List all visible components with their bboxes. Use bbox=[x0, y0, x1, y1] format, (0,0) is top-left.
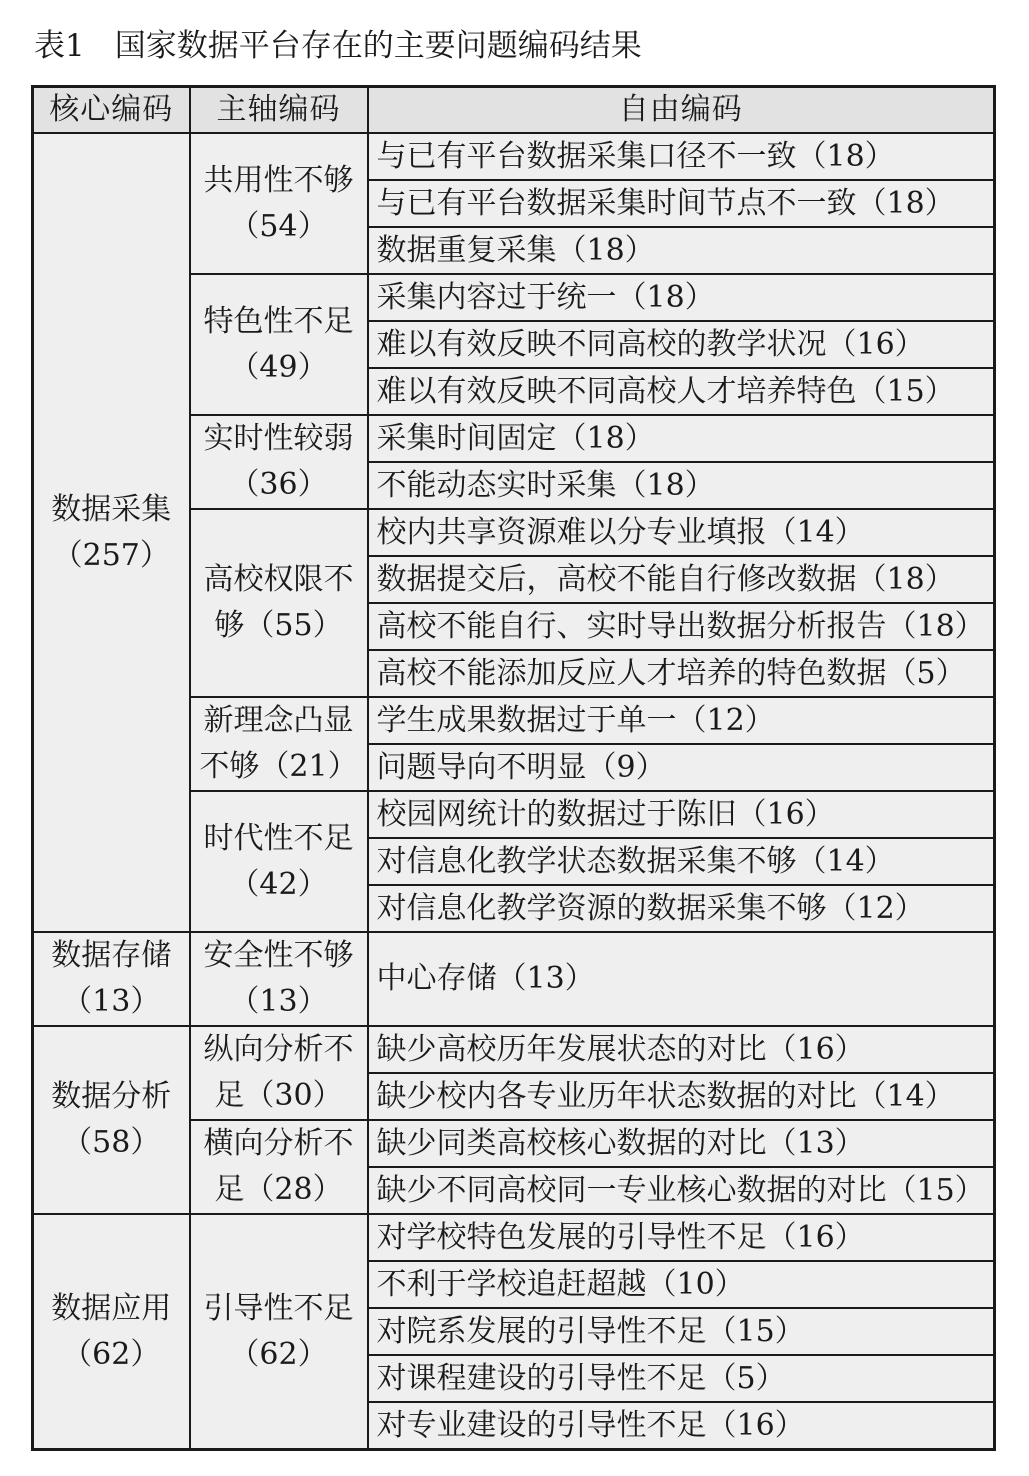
table-row bbox=[33, 1026, 995, 1073]
header-row bbox=[33, 87, 995, 134]
free-code-cell: 与已有平台数据采集口径不一致（18） bbox=[368, 133, 995, 180]
free-code-cell: 不能动态实时采集（18） bbox=[368, 462, 995, 509]
axial-code-name: 横向分析不 bbox=[203, 1126, 354, 1161]
axial-code-name: 纵向分析不 bbox=[203, 1032, 354, 1067]
core-code-cell bbox=[33, 1026, 190, 1214]
header-axial-code: 主轴编码 bbox=[190, 87, 368, 134]
axial-code-name: 实时性较弱 bbox=[203, 421, 354, 456]
table-number: 表1 bbox=[34, 28, 85, 64]
free-code-cell: 对学校特色发展的引导性不足（16） bbox=[368, 1214, 995, 1261]
free-code-cell: 高校不能添加反应人才培养的特色数据（5） bbox=[368, 650, 995, 697]
free-code-cell: 对信息化教学状态数据采集不够（14） bbox=[368, 838, 995, 885]
free-code-cell: 学生成果数据过于单一（12） bbox=[368, 697, 995, 744]
free-code-cell: 采集内容过于统一（18） bbox=[368, 274, 995, 321]
axial-code-count: （13） bbox=[229, 984, 328, 1019]
free-code-cell: 数据重复采集（18） bbox=[368, 227, 995, 274]
core-code-count: （13） bbox=[62, 984, 161, 1019]
free-code-cell: 缺少不同高校同一专业核心数据的对比（15） bbox=[368, 1167, 995, 1214]
core-code-name: 数据存储 bbox=[51, 938, 172, 973]
core-code-cell bbox=[33, 133, 190, 932]
free-code-cell: 高校不能自行、实时导出数据分析报告（18） bbox=[368, 603, 995, 650]
axial-code-count: （36） bbox=[229, 467, 328, 502]
free-code-cell: 对院系发展的引导性不足（15） bbox=[368, 1308, 995, 1355]
core-code-count: （257） bbox=[52, 537, 170, 573]
core-code-name: 数据采集 bbox=[51, 491, 172, 527]
axial-code-cell bbox=[190, 1120, 368, 1214]
free-code-cell: 问题导向不明显（9） bbox=[368, 744, 995, 791]
table-row bbox=[33, 932, 995, 1026]
axial-code-name: 新理念凸显 bbox=[203, 703, 354, 738]
table-caption bbox=[34, 26, 642, 66]
free-code-cell: 不利于学校追赶超越（10） bbox=[368, 1261, 995, 1308]
core-code-name: 数据分析 bbox=[51, 1079, 172, 1114]
free-code-cell: 与已有平台数据采集时间节点不一致（18） bbox=[368, 180, 995, 227]
axial-code-name: 共用性不够 bbox=[203, 162, 354, 198]
free-code-cell: 对课程建设的引导性不足（5） bbox=[368, 1355, 995, 1402]
free-code-cell: 难以有效反映不同高校人才培养特色（15） bbox=[368, 368, 995, 415]
axial-code-count: （54） bbox=[229, 208, 328, 244]
table-row bbox=[33, 133, 995, 180]
axial-code-count: 不够（21） bbox=[199, 749, 358, 784]
free-code-cell: 校园网统计的数据过于陈旧（16） bbox=[368, 791, 995, 838]
core-code-cell bbox=[33, 932, 190, 1026]
core-code-cell bbox=[33, 1214, 190, 1450]
free-code-cell: 缺少校内各专业历年状态数据的对比（14） bbox=[368, 1073, 995, 1120]
table-row bbox=[33, 1214, 995, 1261]
axial-code-cell bbox=[190, 415, 368, 509]
axial-code-cell bbox=[190, 1214, 368, 1450]
free-code-cell: 校内共享资源难以分专业填报（14） bbox=[368, 509, 995, 556]
core-code-name: 数据应用 bbox=[51, 1290, 172, 1326]
axial-code-cell bbox=[190, 697, 368, 791]
free-code-cell: 对专业建设的引导性不足（16） bbox=[368, 1402, 995, 1450]
axial-code-cell bbox=[190, 274, 368, 415]
free-code-cell: 对信息化教学资源的数据采集不够（12） bbox=[368, 885, 995, 932]
axial-code-cell bbox=[190, 1026, 368, 1120]
axial-code-name: 时代性不足 bbox=[203, 820, 354, 856]
axial-code-cell bbox=[190, 791, 368, 932]
coding-results-table bbox=[31, 85, 996, 1451]
axial-code-count: （42） bbox=[229, 866, 328, 902]
axial-code-count: （49） bbox=[229, 349, 328, 385]
axial-code-name: 引导性不足 bbox=[203, 1290, 354, 1326]
free-code-cell: 中心存储（13） bbox=[368, 932, 995, 1026]
free-code-cell: 数据提交后，高校不能自行修改数据（18） bbox=[368, 556, 995, 603]
axial-code-name: 安全性不够 bbox=[203, 938, 354, 973]
table-title: 国家数据平台存在的主要问题编码结果 bbox=[114, 28, 642, 64]
axial-code-cell bbox=[190, 932, 368, 1026]
axial-code-count: 够（55） bbox=[214, 608, 343, 643]
axial-code-cell bbox=[190, 133, 368, 274]
axial-code-count: （62） bbox=[229, 1336, 328, 1372]
axial-code-count: 足（28） bbox=[214, 1172, 343, 1207]
header-free-code: 自由编码 bbox=[368, 87, 995, 134]
core-code-count: （58） bbox=[62, 1125, 161, 1160]
core-code-count: （62） bbox=[62, 1336, 161, 1372]
axial-code-cell bbox=[190, 509, 368, 697]
axial-code-name: 高校权限不 bbox=[203, 562, 354, 597]
axial-code-name: 特色性不足 bbox=[203, 303, 354, 339]
free-code-cell: 缺少高校历年发展状态的对比（16） bbox=[368, 1026, 995, 1073]
free-code-cell: 缺少同类高校核心数据的对比（13） bbox=[368, 1120, 995, 1167]
header-core-code: 核心编码 bbox=[33, 87, 190, 134]
free-code-cell: 难以有效反映不同高校的教学状况（16） bbox=[368, 321, 995, 368]
axial-code-count: 足（30） bbox=[214, 1078, 343, 1113]
free-code-cell: 采集时间固定（18） bbox=[368, 415, 995, 462]
